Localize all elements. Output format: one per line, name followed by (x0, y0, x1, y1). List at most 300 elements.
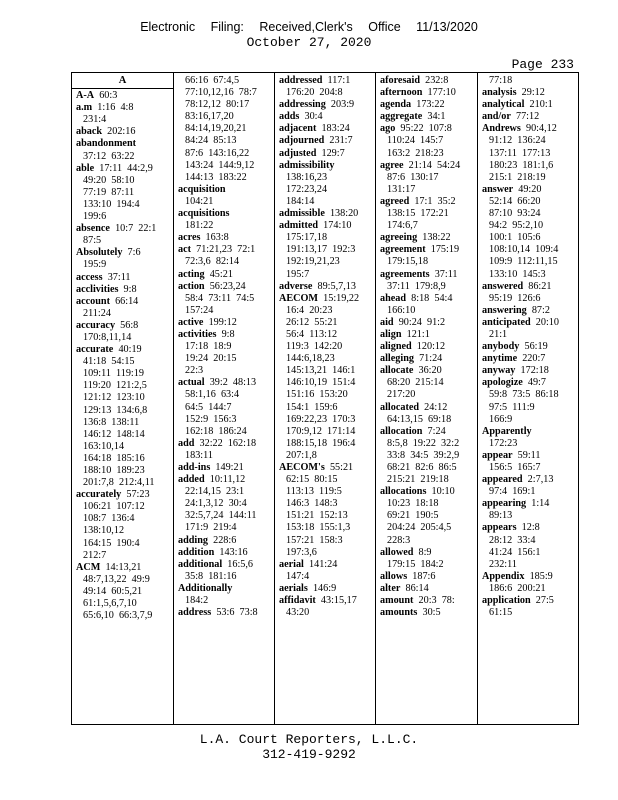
index-refs-continued: 138:10,12 (83, 525, 125, 537)
index-refs: 8:9 (413, 546, 432, 558)
index-refs: 29:12 (516, 87, 545, 99)
index-column-5 (477, 73, 578, 724)
stamp-date: 11/13/2020 (416, 20, 478, 34)
index-refs-continued: 89:13 (489, 510, 513, 522)
index-term: agreement (380, 244, 426, 256)
index-term: ago (380, 123, 396, 135)
index-entry (178, 317, 270, 329)
index-refs-continued: 133:10 194:4 (83, 198, 140, 210)
index-refs-continued: 163:2 218:23 (387, 147, 444, 159)
index-entry (178, 607, 270, 619)
index-term: aback (76, 126, 103, 138)
index-refs-continued: 195:7 (286, 268, 310, 280)
index-refs-continued: 170:9,12 171:14 (286, 425, 356, 437)
page-number: Page 233 (511, 57, 574, 72)
index-entry (178, 184, 270, 196)
index-refs: 49:20 (513, 183, 542, 195)
index-refs-continued: 106:21 107:12 (83, 501, 145, 513)
index-term: anyway (482, 365, 516, 377)
index-term: allocation (380, 425, 423, 437)
index-refs: 149:21 (210, 462, 244, 473)
index-term: acquisitions (178, 208, 230, 220)
index-entry (380, 99, 473, 111)
index-refs: 9:8 (118, 283, 137, 295)
index-entry (279, 281, 371, 293)
index-refs-continued: 49:20 58:10 (83, 174, 135, 186)
index-refs: 202:16 (102, 126, 136, 138)
index-term: adverse (279, 280, 313, 292)
index-refs-continued: 151:21 152:13 (286, 510, 348, 522)
index-refs: 120:12 (411, 341, 446, 353)
index-term: aforesaid (380, 75, 420, 86)
index-refs: 185:9 (524, 570, 553, 582)
index-term: agreeing (380, 232, 418, 244)
word-index-frame (71, 72, 579, 725)
index-refs-continued: 215:1 218:19 (489, 171, 546, 183)
index-refs: 1:14 (526, 498, 550, 510)
index-entry (482, 317, 574, 329)
index-term: allows (380, 570, 408, 582)
index-term: ahead (380, 292, 407, 304)
index-term: active (178, 316, 204, 328)
index-refs: 16:5,6 (222, 558, 254, 570)
index-term: allocate (380, 365, 414, 377)
index-refs: 21:14 54:24 (403, 159, 461, 171)
index-refs-continued: 62:15 80:15 (286, 474, 338, 486)
index-entry (482, 281, 574, 293)
index-refs: 30:4 (299, 111, 323, 123)
index-term: added (178, 474, 205, 486)
index-refs-continued: 58:1,16 63:4 (185, 389, 240, 401)
index-term: analytical (482, 99, 525, 111)
index-refs-continued: 64:13,15 69:18 (387, 413, 452, 425)
index-refs: 12:8 (516, 522, 540, 534)
index-column-4 (375, 73, 477, 724)
index-refs-continued: 109:9 112:11,15 (489, 256, 558, 268)
index-refs-continued: 175:17,18 (286, 232, 328, 244)
index-term: afternoon (380, 87, 423, 99)
index-refs-continued: 138:15 172:21 (387, 208, 449, 220)
index-term: allocations (380, 486, 427, 498)
index-refs-continued: 110:24 145:7 (387, 135, 444, 147)
index-refs: 90:4,12 (520, 123, 557, 135)
index-refs-continued: 84:24 85:13 (185, 135, 237, 147)
index-entry (482, 111, 574, 123)
index-term: and/or (482, 111, 511, 123)
index-refs-continued: 136:8 138:11 (83, 416, 140, 428)
index-entry (76, 272, 169, 284)
index-refs-continued: 113:13 119:5 (286, 486, 342, 498)
index-entry (380, 595, 473, 607)
index-term: a.m (76, 102, 93, 114)
index-refs-continued: 231:4 (83, 114, 107, 126)
index-entry (178, 535, 270, 547)
index-term: Apparently (482, 425, 532, 437)
index-term: accurately (76, 489, 122, 501)
index-refs-continued: 52:14 66:20 (489, 195, 541, 207)
index-term: alter (380, 582, 401, 594)
index-entry (380, 571, 473, 583)
index-refs: 183:24 (316, 123, 350, 135)
index-refs-continued: 171:9 219:4 (185, 522, 237, 534)
index-refs: 27:5 (530, 595, 554, 607)
index-entry (279, 75, 371, 87)
index-refs-continued: 87:6 143:16,22 (185, 147, 250, 159)
index-entry (178, 462, 270, 474)
index-refs-continued: 146:10,19 151:4 (286, 377, 356, 389)
index-entry (482, 353, 574, 365)
index-refs-continued: 64:5 144:7 (185, 401, 232, 413)
index-entry (76, 163, 169, 175)
index-term: aerial (279, 558, 304, 570)
index-refs: 71:21,23 72:1 (191, 244, 256, 256)
index-term: agreements (380, 268, 430, 280)
index-entry (76, 223, 169, 235)
index-entry (380, 547, 473, 559)
index-entry (279, 462, 371, 474)
index-refs-continued: 77:18 (489, 75, 513, 86)
index-refs-continued: 19:24 20:15 (185, 353, 237, 365)
index-refs: 55:21 (324, 462, 354, 473)
index-column-1 (72, 73, 173, 724)
index-term: acclivities (76, 283, 119, 295)
index-refs: 117:1 (322, 75, 351, 86)
index-refs: 15:19,22 (318, 292, 360, 304)
index-entry (76, 90, 169, 102)
index-entry (76, 344, 169, 356)
index-entry (482, 87, 574, 99)
index-refs: 34:1 (422, 111, 446, 123)
index-refs-continued: 138:16,23 (286, 171, 328, 183)
index-refs: 141:24 (303, 558, 338, 570)
index-refs: 146:9 (307, 582, 337, 594)
index-refs: 231:7 (324, 135, 353, 147)
index-entry (380, 293, 473, 305)
index-refs-continued: 153:18 155:1,3 (286, 522, 351, 534)
index-entry (279, 583, 371, 595)
index-entry (380, 244, 473, 256)
index-entry (380, 486, 473, 498)
index-term: addressed (279, 75, 323, 86)
index-refs-continued: 66:16 67:4,5 (185, 75, 240, 86)
index-term: Absolutely (76, 247, 123, 259)
index-refs-continued: 97:5 111:9 (489, 401, 535, 413)
index-entry (380, 426, 473, 438)
index-term: able (76, 162, 95, 174)
index-refs: 49:7 (522, 377, 546, 389)
index-refs-continued: 65:6,10 66:3,7,9 (83, 610, 153, 622)
index-refs-continued: 133:10 145:3 (489, 268, 546, 280)
index-refs-continued: 172:23,24 (286, 183, 328, 195)
index-entry (380, 123, 473, 135)
index-entry (380, 87, 473, 99)
index-refs: 10:7 22:1 (109, 223, 157, 235)
index-refs-continued: 87:5 (83, 235, 102, 247)
index-refs: 174:10 (318, 220, 352, 232)
index-refs: 129:7 (316, 147, 345, 159)
index-refs: 220:7 (517, 353, 546, 365)
index-refs-continued: 16:4 20:23 (286, 304, 333, 316)
index-term: act (178, 244, 192, 256)
index-term: addressing (279, 99, 326, 111)
index-refs: 40:19 (113, 344, 142, 356)
index-refs-continued: 186:6 200:21 (489, 582, 546, 594)
index-refs-continued: 151:16 153:20 (286, 389, 348, 401)
index-entry (482, 498, 574, 510)
index-refs: 10:11,12 (204, 474, 246, 486)
index-refs-continued: 176:20 204:8 (286, 87, 343, 99)
index-refs-continued: 41:18 54:15 (83, 356, 135, 368)
index-refs: 232:8 (420, 75, 449, 86)
index-refs: 177:10 (422, 87, 456, 99)
index-refs: 95:22 107:8 (395, 123, 452, 135)
index-term: abandonment (76, 138, 137, 150)
index-refs: 56:19 (519, 341, 548, 353)
reporter-phone: 312-419-9292 (262, 747, 356, 762)
index-entry (178, 559, 270, 571)
index-refs-continued: 37:12 63:22 (83, 150, 135, 162)
transcript-date: October 27, 2020 (246, 35, 372, 50)
index-refs: 8:18 54:4 (406, 292, 453, 304)
index-refs-continued: 215:21 219:18 (387, 474, 449, 486)
index-term: answering (482, 304, 527, 316)
index-refs: 36:20 (413, 365, 442, 377)
index-refs-continued: 61:1,5,6,7,10 (83, 598, 137, 610)
index-refs-continued: 22:3 (185, 365, 204, 377)
index-entry (76, 284, 169, 296)
index-refs: 175:19 (425, 244, 460, 256)
index-refs: 90:24 91:2 (393, 316, 446, 328)
stamp-electronic: Electronic (140, 20, 196, 34)
index-refs-continued: 207:1,8 (286, 449, 317, 461)
index-entry (380, 353, 473, 365)
index-column-3 (274, 73, 375, 724)
index-refs-continued: 131:17 (387, 183, 416, 195)
index-refs-continued: 188:10 189:23 (83, 465, 145, 476)
index-refs-continued: 37:11 179:8,9 (387, 280, 446, 292)
index-term: add (178, 437, 195, 449)
index-refs-continued: 56:4 113:12 (286, 328, 338, 340)
index-entry (279, 595, 371, 607)
index-term: appearing (482, 498, 527, 510)
index-refs-continued: 61:15 (489, 607, 513, 619)
index-entry (178, 208, 270, 220)
index-refs-continued: 78:12,12 80:17 (185, 99, 250, 111)
index-term: anytime (482, 353, 518, 365)
index-refs: 10:10 (426, 486, 455, 498)
index-entry (76, 126, 169, 138)
index-term: ACM (76, 561, 101, 573)
index-refs: 71:24 (413, 353, 443, 365)
index-refs-continued: 48:7,13,22 49:9 (83, 573, 150, 585)
index-refs: 32:22 162:18 (194, 437, 257, 449)
index-entry (178, 232, 270, 244)
index-entry (482, 595, 574, 607)
index-entry (279, 111, 371, 123)
index-refs-continued: 195:9 (83, 259, 107, 271)
index-entry (178, 583, 270, 595)
index-refs-continued: 95:19 126:6 (489, 292, 541, 304)
index-entry (178, 329, 270, 341)
index-entry (482, 365, 574, 377)
index-refs-continued: 68:20 215:14 (387, 377, 444, 389)
index-term: acting (178, 268, 205, 280)
index-refs-continued: 144:13 183:22 (185, 171, 247, 183)
index-refs-continued: 157:24 (185, 304, 214, 316)
index-refs-continued: 145:13,21 146:1 (286, 365, 356, 377)
index-term: appears (482, 522, 517, 534)
index-refs: 17:11 44:2,9 (94, 162, 153, 174)
index-term: adjourned (279, 135, 325, 147)
index-column-2 (173, 73, 274, 724)
index-refs: 59:11 (512, 449, 541, 461)
index-term: application (482, 595, 531, 607)
index-term: absence (76, 223, 110, 235)
index-entry (178, 474, 270, 486)
index-term: anybody (482, 341, 520, 353)
page-footer (0, 732, 618, 762)
index-refs: 87:2 (526, 304, 550, 316)
index-entry (380, 111, 473, 123)
index-refs: 60:3 (94, 90, 118, 102)
index-refs-continued: 24:1,3,12 30:4 (185, 498, 247, 510)
index-entry (178, 281, 270, 293)
index-term: accurate (76, 344, 114, 356)
index-entry (279, 220, 371, 232)
index-refs-continued: 166:9 (489, 413, 513, 425)
index-entry (279, 148, 371, 160)
index-refs-continued: 217:20 (387, 389, 416, 401)
index-entry (76, 296, 169, 308)
index-entry (380, 317, 473, 329)
index-refs-continued: 121:12 123:10 (83, 392, 145, 404)
index-refs: 7:24 (422, 425, 446, 437)
index-refs: 20:10 (530, 316, 559, 328)
index-refs-continued: 197:3,6 (286, 546, 317, 558)
index-term: add-ins (178, 462, 211, 473)
index-entry (178, 244, 270, 256)
index-term: amounts (380, 607, 418, 619)
index-refs: 24:12 (419, 401, 448, 413)
index-term: aerials (279, 582, 308, 594)
index-term: allowed (380, 546, 414, 558)
stamp-office: Office (368, 20, 401, 34)
index-term: adjusted (279, 147, 317, 159)
index-refs-continued: 100:1 105:6 (489, 232, 541, 244)
index-term: accuracy (76, 319, 116, 331)
index-refs: 173:22 (411, 99, 445, 111)
index-refs: 56:23,24 (204, 280, 246, 292)
index-refs-continued: 49:14 60:5,21 (83, 585, 143, 597)
index-refs-continued: 91:12 136:24 (489, 135, 546, 147)
index-refs-continued: 156:5 165:7 (489, 462, 541, 473)
index-term: align (380, 328, 402, 340)
index-refs: 14:13,21 (100, 561, 142, 573)
index-refs-continued: 58:4 73:11 74:5 (185, 292, 255, 304)
index-term: answer (482, 183, 514, 195)
index-refs-continued: 69:21 190:5 (387, 510, 439, 522)
index-term: A-A (76, 90, 95, 102)
index-refs-continued: 119:3 142:20 (286, 341, 343, 353)
index-refs-continued: 97:4 169:1 (489, 486, 536, 498)
index-refs: 203:9 (325, 99, 355, 111)
index-entry (76, 138, 169, 150)
index-entry (380, 232, 473, 244)
index-refs-continued: 59:8 73:5 86:18 (489, 389, 559, 401)
index-refs-continued: 8:5,8 19:22 32:2 (387, 437, 460, 449)
index-refs-continued: 162:18 186:24 (185, 425, 247, 437)
index-refs: 89:5,7,13 (312, 280, 356, 292)
index-refs: 121:1 (401, 328, 430, 340)
index-entry (482, 99, 574, 111)
index-refs-continued: 192:19,21,23 (286, 256, 340, 268)
index-refs-continued: 109:11 119:19 (83, 368, 144, 380)
index-term: anticipated (482, 316, 531, 328)
index-refs: 86:14 (400, 582, 429, 594)
index-refs: 9:8 (216, 328, 235, 340)
index-term: adds (279, 111, 300, 123)
index-refs-continued: 204:24 205:4,5 (387, 522, 452, 534)
index-entry (279, 135, 371, 147)
index-term: answered (482, 280, 524, 292)
index-refs: 77:12 (510, 111, 540, 123)
index-refs: 172:18 (515, 365, 549, 377)
index-refs-continued: 154:1 159:6 (286, 401, 338, 413)
index-entry (279, 208, 371, 220)
index-term: Appendix (482, 570, 525, 582)
index-refs-continued: 21:1 (489, 328, 508, 340)
index-term: admitted (279, 220, 319, 232)
index-refs-continued: 184:2 (185, 595, 209, 607)
index-term: acres (178, 232, 201, 244)
index-term: allocated (380, 401, 420, 413)
index-refs: 53:6 73:8 (211, 607, 258, 619)
index-refs-continued: 183:11 (185, 449, 213, 461)
index-entry (178, 547, 270, 559)
index-refs: 138:20 (324, 208, 359, 220)
index-refs: 43:15,17 (315, 595, 357, 607)
index-term: agree (380, 159, 404, 171)
index-term: affidavit (279, 595, 316, 607)
index-entry (76, 489, 169, 501)
index-entry (482, 305, 574, 317)
index-entry (380, 607, 473, 619)
index-entry (380, 583, 473, 595)
index-term: analysis (482, 87, 517, 99)
index-refs-continued: 181:22 (185, 220, 214, 232)
index-refs-continued: 77:19 87:11 (83, 186, 135, 198)
index-refs-continued: 87:6 130:17 (387, 171, 439, 183)
index-refs: 56:8 (115, 319, 139, 331)
index-term: aid (380, 316, 394, 328)
index-entry (380, 75, 473, 87)
index-entry (178, 377, 270, 389)
index-entry (482, 450, 574, 462)
index-refs: 39:2 48:13 (204, 377, 257, 389)
index-entry (482, 522, 574, 534)
index-entry (178, 438, 270, 450)
index-term: activities (178, 328, 217, 340)
index-refs-continued: 108:7 136:4 (83, 513, 135, 525)
index-entry (380, 160, 473, 172)
index-entry (380, 269, 473, 281)
index-entry (380, 402, 473, 414)
index-term: action (178, 280, 205, 292)
index-refs: 30:5 (417, 607, 441, 619)
index-refs-continued: 33:8 34:5 39:2,9 (387, 449, 460, 461)
index-entry (380, 365, 473, 377)
index-entry (482, 123, 574, 135)
